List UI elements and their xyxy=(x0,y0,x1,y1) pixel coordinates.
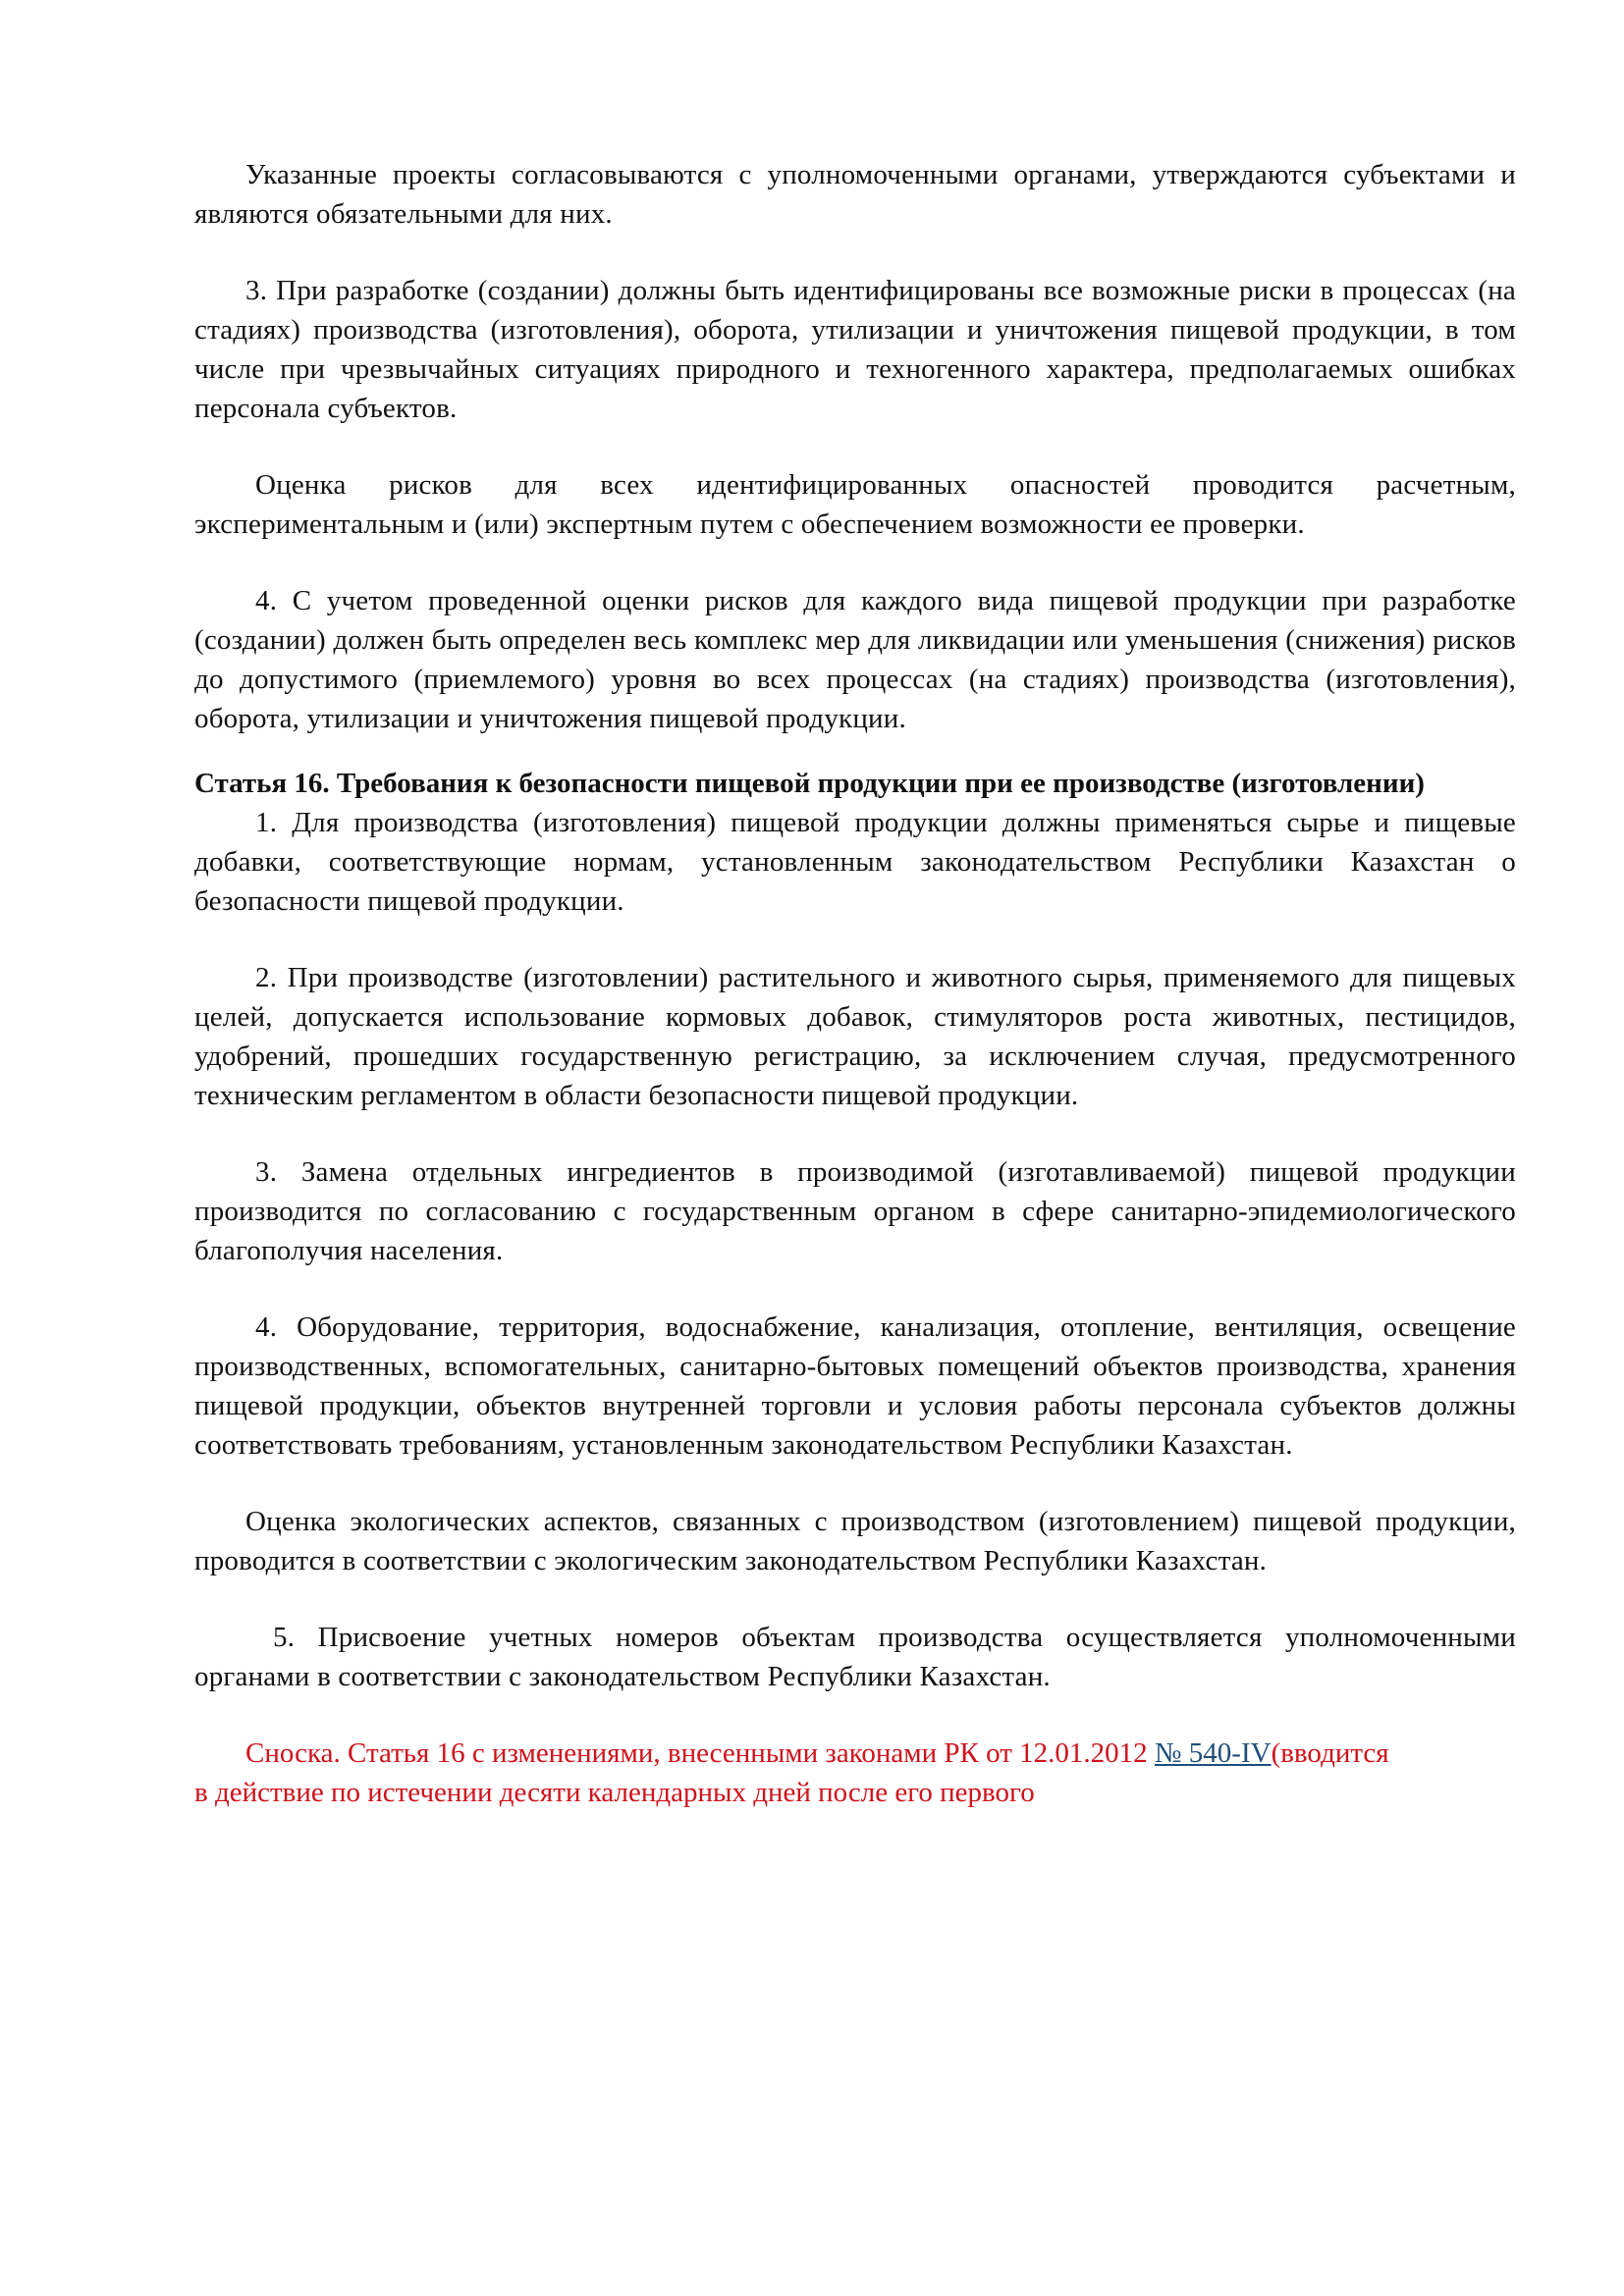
document-page xyxy=(194,155,1516,1812)
article-16-item-2: 2. При производстве (изготовлении) растительного и животного сырья, применяемого для пищевых целей, допускается использование кормовых добавок, стимуляторов роста животных, пестицидов, удобрений, прошедших государственную регистрацию, за исключением случая, предусмотренного техническим регламентом в области безопасности пищевой продукции. xyxy=(194,962,1516,1111)
footnote xyxy=(194,1734,1397,1812)
article-16-item-4: 4. Оборудование, территория, водоснабжение, канализация, отопление, вентиляция, освещение производственных, вспомогательных, санитарно-бытовых помещений объектов производства, хранения пищевой продукции, объектов внутренней торговли и условия работы персонала субъектов должны соответствовать требованиям, установленным законодательством Республики Казахстан. xyxy=(194,1311,1516,1461)
article-16-eco-assessment: Оценка экологических аспектов, связанных с производством (изготовлением) пищевой продукции, проводится в соответствии с экологическим законодательством Республики Казахстан. xyxy=(194,1506,1516,1576)
paragraph-item-3-risk-identification: 3. При разработке (создании) должны быть идентифицированы все возможные риски в процессах (на стадиях) производства (изготовления), оборота, утилизации и уничтожения пищевой продукции, в том числе при чрезвычайных ситуациях природного и техногенного характера, предполагаемых ошибках персонала субъектов. xyxy=(194,275,1516,424)
article-16-item-5: 5. Присвоение учетных номеров объектам производства осуществляется уполномоченными органами в соответствии с законодательством Республики Казахстан. xyxy=(194,1622,1516,1692)
footnote-text-after: (вводится в действие по истечении десяти календарных дней после его первого xyxy=(194,1737,1389,1808)
paragraph-risk-assessment: Оценка рисков для всех идентифицированных опасностей проводится расчетным, экспериментальным и (или) экспертным путем с обеспечением возможности ее проверки. xyxy=(194,469,1516,540)
article-16-heading: Статья 16. Требования к безопасности пищевой продукции при ее производстве (изготовлении) xyxy=(194,768,1425,799)
paragraph-projects-approval: Указанные проекты согласовываются с уполномоченными органами, утверждаются субъектами и являются обязательными для них. xyxy=(194,159,1516,230)
law-540-iv-link[interactable]: № 540-IV xyxy=(1154,1737,1272,1769)
paragraph-item-4-risk-measures: 4. С учетом проведенной оценки рисков для каждого вида пищевой продукции при разработке (создании) должен быть определен весь комплекс мер для ликвидации или уменьшения (снижения) рисков до допустимого (приемлемого) уровня во всех процессах (на стадиях) производства (изготовления), оборота, утилизации и уничтожения пищевой продукции. xyxy=(194,585,1516,734)
footnote-text-before: Сноска. Статья 16 с изменениями, внесенными законами РК от 12.01.2012 xyxy=(245,1737,1155,1769)
article-16-item-1: 1. Для производства (изготовления) пищевой продукции должны применяться сырье и пищевые добавки, соответствующие нормам, установленным законодательством Республики Казахстан о безопасности пищевой продукции. xyxy=(194,807,1516,917)
article-16-item-3: 3. Замена отдельных ингредиентов в производимой (изготавливаемой) пищевой продукции производится по согласованию с государственным органом в сфере санитарно-эпидемиологического благополучия населения. xyxy=(194,1156,1516,1266)
